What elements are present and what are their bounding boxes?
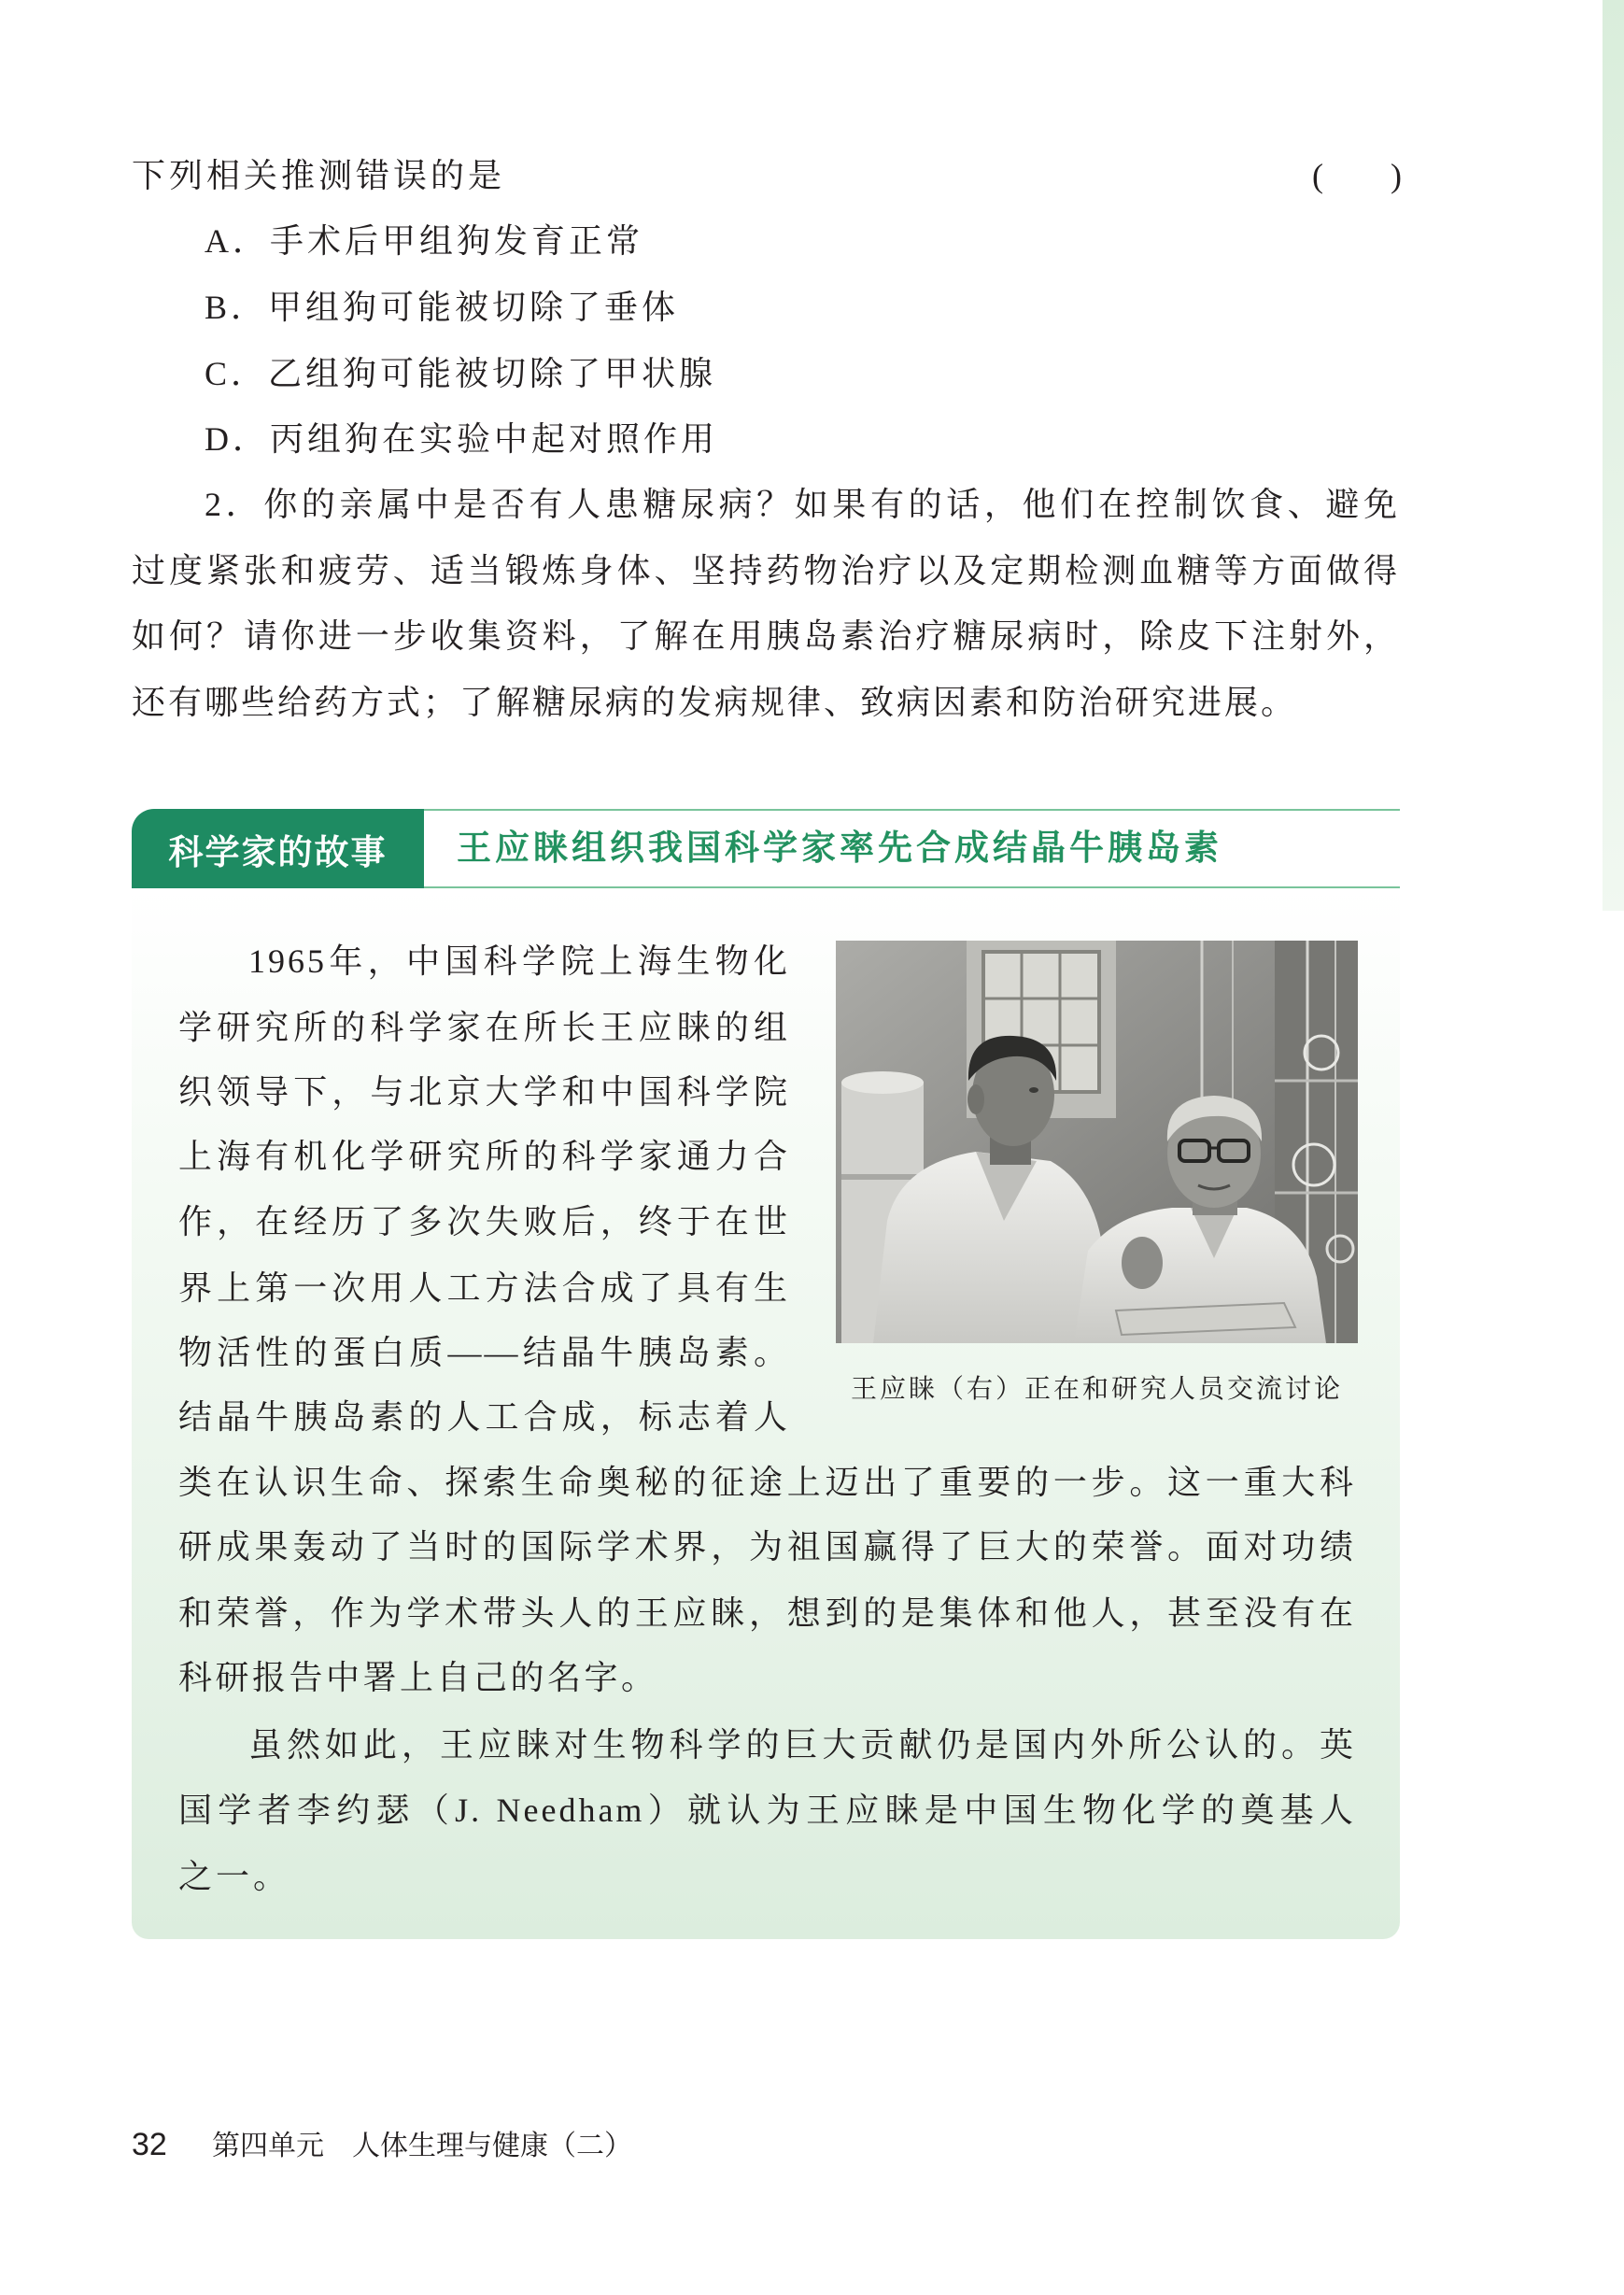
option-b: B．甲组狗可能被切除了垂体 [205,289,680,326]
photo-scientists-discussion [836,941,1358,1343]
question-stem: 下列相关推测错误的是 [132,157,506,194]
photo-caption: 王应睐（右）正在和研究人员交流讨论 [850,1375,1343,1404]
header-bottom-rule [424,886,1400,888]
story-paragraph-line: 织领导下，与北京大学和中国科学院 [178,1073,790,1111]
story-paragraph-line: 之一。 [178,1858,291,1895]
page-edge-strip [1603,0,1624,911]
story-title: 王应睐组织我国科学家率先合成结晶牛胰岛素 [457,829,1222,867]
story-paragraph-line: 科研报告中署上自己的名字。 [178,1659,658,1696]
header-top-rule [424,809,1400,811]
story-paragraph-line: 作，在经历了多次失败后，终于在世 [178,1203,790,1240]
question2-line: 过度紧张和疲劳、适当锻炼身体、坚持药物治疗以及定期检测血糖等方面做得 [132,552,1400,589]
question2-line: 2．你的亲属中是否有人患糖尿病？如果有的话，他们在控制饮食、避免 [205,486,1400,523]
answer-bracket: ( ) [1312,157,1402,194]
question2-line: 如何？请你进一步收集资料，了解在用胰岛素治疗糖尿病时，除皮下注射外， [132,617,1400,655]
story-paragraph-line: 1965年，中国科学院上海生物化 [248,942,790,980]
option-d: D．丙组狗在实验中起对照作用 [205,420,718,458]
story-tag-label: 科学家的故事 [168,832,388,871]
story-tag [132,809,424,888]
story-paragraph-line: 研成果轰动了当时的国际学术界，为祖国赢得了巨大的荣誉。面对功绩 [178,1528,1356,1565]
option-a: A．手术后甲组狗发育正常 [205,222,643,260]
story-paragraph-line: 虽然如此，王应睐对生物科学的巨大贡献仍是国内外所公认的。英 [248,1726,1356,1764]
option-c: C．乙组狗可能被切除了甲状腺 [205,355,717,392]
story-paragraph-line: 国学者李约瑟（J. Needham）就认为王应睐是中国生物化学的奠基人 [178,1792,1356,1829]
question2-line: 还有哪些给药方式；了解糖尿病的发病规律、致病因素和防治研究进展。 [132,684,1298,721]
story-paragraph-line: 界上第一次用人工方法合成了具有生 [178,1269,790,1307]
unit-title: 第四单元 人体生理与健康（二） [212,2131,632,2161]
story-paragraph-line: 物活性的蛋白质——结晶牛胰岛素。 [178,1334,790,1371]
story-paragraph-line: 类在认识生命、探索生命奥秘的征途上迈出了重要的一步。这一重大科 [178,1464,1356,1501]
story-paragraph-line: 学研究所的科学家在所长王应睐的组 [178,1009,790,1046]
story-paragraph-line: 和荣誉，作为学术带头人的王应睐，想到的是集体和他人，甚至没有在 [178,1594,1356,1632]
page-number: 32 [132,2127,167,2162]
story-paragraph-line: 结晶牛胰岛素的人工合成，标志着人 [178,1398,790,1436]
story-paragraph-line: 上海有机化学研究所的科学家通力合 [178,1138,790,1175]
